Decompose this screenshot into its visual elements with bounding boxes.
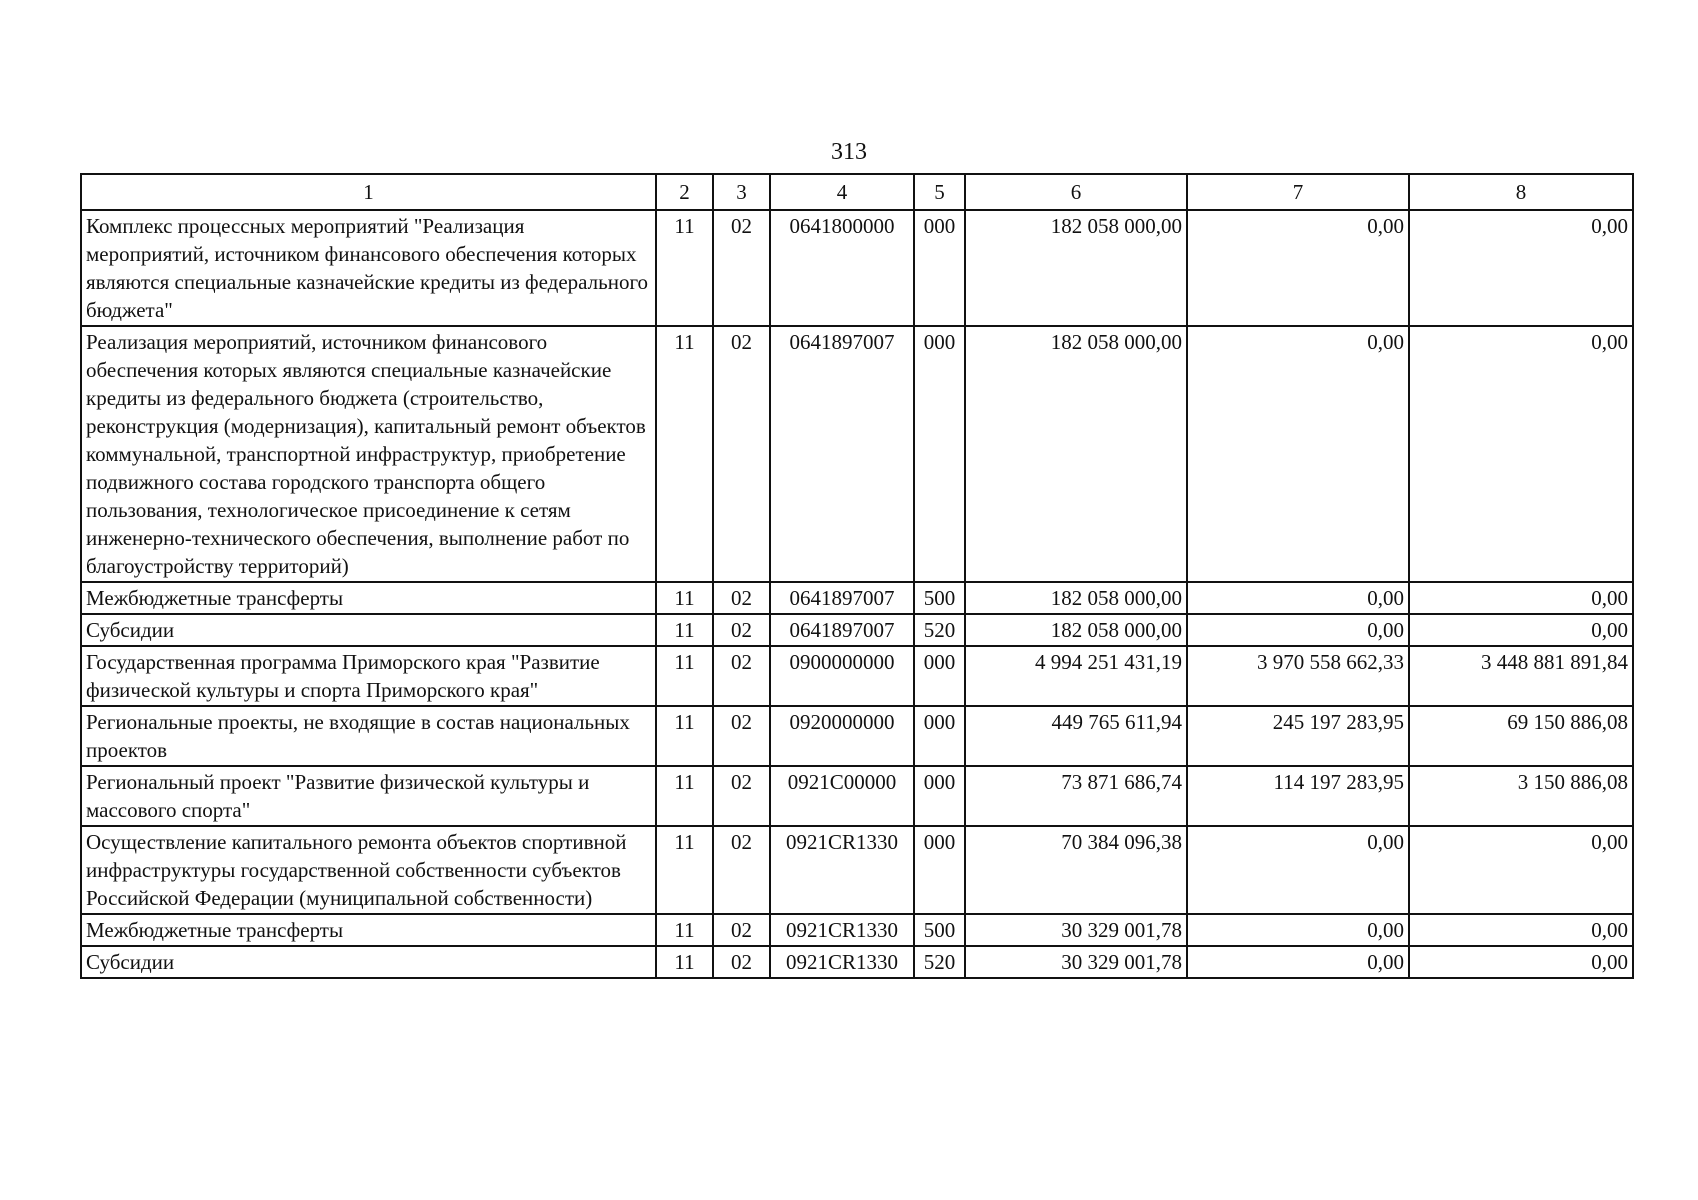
row-section: 11 [656,766,713,826]
column-header: 3 [713,174,770,210]
row-amount-col8: 0,00 [1409,826,1633,914]
row-name: Осуществление капитального ремонта объектов спортивной инфраструктуры государственной собственности субъектов Российской Федерации (муниципальной собственности) [81,826,656,914]
row-amount-col8: 0,00 [1409,326,1633,582]
row-amount-col8: 0,00 [1409,210,1633,326]
column-header: 7 [1187,174,1409,210]
column-header: 6 [965,174,1187,210]
row-name: Региональный проект "Развитие физической культуры и массового спорта" [81,766,656,826]
row-target-article: 0900000000 [770,646,914,706]
row-amount-col8: 0,00 [1409,614,1633,646]
row-name: Межбюджетные трансферты [81,582,656,614]
row-section: 11 [656,582,713,614]
row-section: 11 [656,614,713,646]
row-section: 11 [656,326,713,582]
row-subsection: 02 [713,826,770,914]
row-target-article: 0641800000 [770,210,914,326]
row-target-article: 0921С00000 [770,766,914,826]
row-expense-type: 000 [914,826,965,914]
row-amount-col7: 0,00 [1187,946,1409,978]
row-subsection: 02 [713,582,770,614]
row-expense-type: 500 [914,582,965,614]
row-expense-type: 520 [914,946,965,978]
table-header-row [81,174,1633,210]
row-amount-col7: 114 197 283,95 [1187,766,1409,826]
table-row [81,614,1633,646]
row-subsection: 02 [713,326,770,582]
row-amount-col8: 0,00 [1409,946,1633,978]
row-target-article: 0921CR1330 [770,826,914,914]
row-expense-type: 500 [914,914,965,946]
row-amount-col6: 70 384 096,38 [965,826,1187,914]
row-subsection: 02 [713,210,770,326]
row-amount-col7: 0,00 [1187,826,1409,914]
column-header: 4 [770,174,914,210]
row-target-article: 0920000000 [770,706,914,766]
row-expense-type: 000 [914,646,965,706]
row-amount-col6: 182 058 000,00 [965,210,1187,326]
row-name: Субсидии [81,946,656,978]
row-amount-col7: 0,00 [1187,582,1409,614]
row-amount-col6: 182 058 000,00 [965,326,1187,582]
table-row [81,210,1633,326]
row-name: Комплекс процессных мероприятий "Реализация мероприятий, источником финансового обеспечения которых являются специальные казначейские кредиты из федерального бюджета" [81,210,656,326]
row-section: 11 [656,946,713,978]
row-amount-col6: 182 058 000,00 [965,582,1187,614]
row-expense-type: 520 [914,614,965,646]
row-amount-col7: 245 197 283,95 [1187,706,1409,766]
row-amount-col8: 3 448 881 891,84 [1409,646,1633,706]
row-subsection: 02 [713,766,770,826]
row-subsection: 02 [713,614,770,646]
row-name: Субсидии [81,614,656,646]
row-amount-col7: 0,00 [1187,326,1409,582]
row-amount-col8: 0,00 [1409,582,1633,614]
budget-table [80,173,1634,979]
row-section: 11 [656,210,713,326]
row-amount-col6: 449 765 611,94 [965,706,1187,766]
table-row [81,946,1633,978]
column-header: 1 [81,174,656,210]
row-amount-col6: 4 994 251 431,19 [965,646,1187,706]
table-row [81,326,1633,582]
row-section: 11 [656,914,713,946]
row-target-article: 0641897007 [770,614,914,646]
row-amount-col8: 3 150 886,08 [1409,766,1633,826]
table-row [81,646,1633,706]
row-expense-type: 000 [914,706,965,766]
row-section: 11 [656,646,713,706]
row-name: Межбюджетные трансферты [81,914,656,946]
row-target-article: 0921CR1330 [770,914,914,946]
row-amount-col7: 0,00 [1187,614,1409,646]
table-row [81,706,1633,766]
row-expense-type: 000 [914,210,965,326]
row-expense-type: 000 [914,326,965,582]
table-row [81,914,1633,946]
row-section: 11 [656,706,713,766]
row-expense-type: 000 [914,766,965,826]
row-target-article: 0641897007 [770,582,914,614]
table-row [81,766,1633,826]
row-amount-col7: 3 970 558 662,33 [1187,646,1409,706]
table-row [81,826,1633,914]
row-name: Государственная программа Приморского края "Развитие физической культуры и спорта Приморского края" [81,646,656,706]
row-amount-col8: 69 150 886,08 [1409,706,1633,766]
row-subsection: 02 [713,706,770,766]
column-header: 5 [914,174,965,210]
row-subsection: 02 [713,914,770,946]
row-amount-col6: 30 329 001,78 [965,946,1187,978]
row-subsection: 02 [713,646,770,706]
row-name: Региональные проекты, не входящие в состав национальных проектов [81,706,656,766]
row-amount-col8: 0,00 [1409,914,1633,946]
table-row [81,582,1633,614]
row-name: Реализация мероприятий, источником финансового обеспечения которых являются специальные казначейские кредиты из федерального бюджета (строительство, реконструкция (модернизация), капитальный ремонт объектов коммунальной, транспортной инфраструктур, приобретение подвижного состава городского транспорта общего пользования, технологическое присоединение к сетям инженерно-технического обеспечения, выполнение работ по благоустройству территорий) [81,326,656,582]
row-amount-col6: 182 058 000,00 [965,614,1187,646]
row-amount-col7: 0,00 [1187,914,1409,946]
page-number: 313 [831,139,867,165]
column-header: 2 [656,174,713,210]
row-target-article: 0921CR1330 [770,946,914,978]
row-amount-col6: 30 329 001,78 [965,914,1187,946]
row-amount-col7: 0,00 [1187,210,1409,326]
row-subsection: 02 [713,946,770,978]
column-header: 8 [1409,174,1633,210]
row-section: 11 [656,826,713,914]
row-target-article: 0641897007 [770,326,914,582]
row-amount-col6: 73 871 686,74 [965,766,1187,826]
